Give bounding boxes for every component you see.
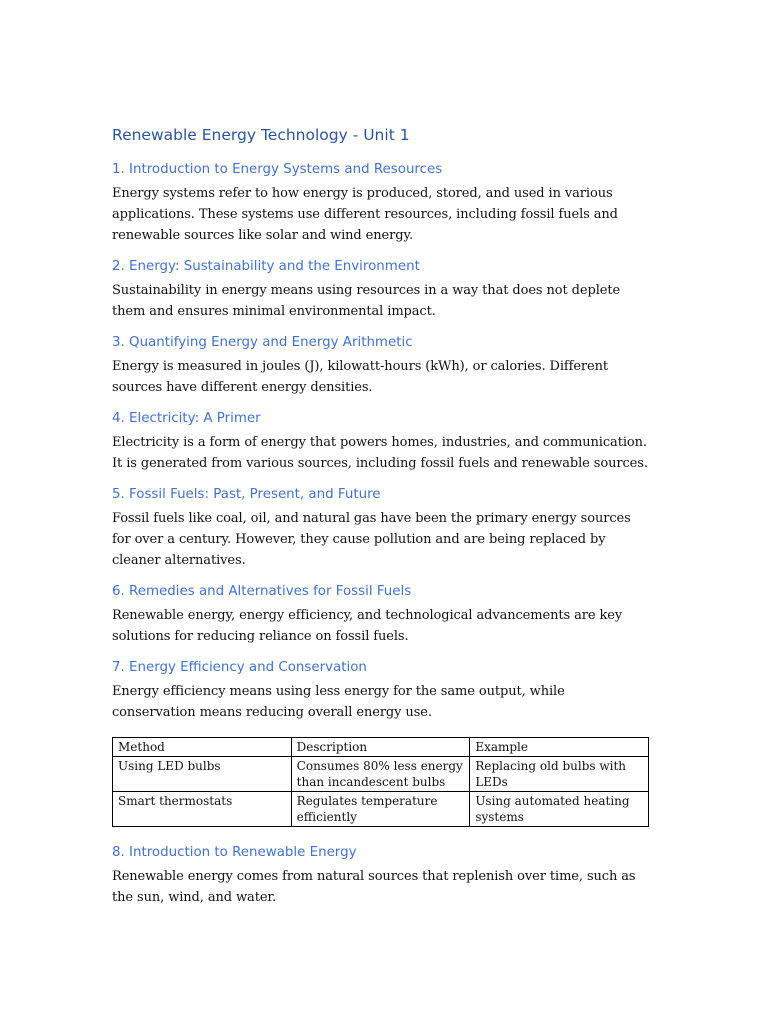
section-body: Sustainability in energy means using resources in a way that does not deplete them and ensures minimal environmental impact. — [112, 283, 621, 319]
table-cell: Consumes 80% less energy than incandescent bulbs — [291, 757, 470, 792]
section-3 — [112, 333, 652, 398]
section-7 — [112, 658, 652, 723]
section-body: Renewable energy comes from natural sources that replenish over time, such as the sun, wind, and water. — [112, 869, 636, 905]
section-body: Energy systems refer to how energy is produced, stored, and used in various applications. These systems use different resources, including fossil fuels and renewable sources like solar and wind energy. — [112, 186, 618, 243]
table-cell: Smart thermostats — [113, 792, 292, 827]
table-header-cell: Example — [470, 738, 649, 757]
section-1 — [112, 160, 652, 246]
table-header-cell: Method — [113, 738, 292, 757]
document-page — [112, 124, 652, 919]
section-heading: 1. Introduction to Energy Systems and Resources — [112, 162, 443, 177]
table-row — [113, 792, 649, 827]
energy-efficiency-table — [112, 737, 649, 827]
section-heading: 6. Remedies and Alternatives for Fossil Fuels — [112, 584, 412, 599]
section-heading: 7. Energy Efficiency and Conservation — [112, 660, 367, 675]
document-title: Renewable Energy Technology - Unit 1 — [112, 126, 410, 144]
section-body: Renewable energy, energy efficiency, and technological advancements are key solutions for reducing reliance on fossil fuels. — [112, 608, 623, 644]
section-body: Energy is measured in joules (J), kilowatt-hours (kWh), or calories. Different sources have different energy densities. — [112, 359, 609, 395]
section-heading: 4. Electricity: A Primer — [112, 411, 261, 426]
section-heading: 8. Introduction to Renewable Energy — [112, 845, 357, 860]
table-row — [113, 757, 649, 792]
section-6 — [112, 582, 652, 647]
table-cell: Using LED bulbs — [113, 757, 292, 792]
section-body: Fossil fuels like coal, oil, and natural gas have been the primary energy sources for over a century. However, they cause pollution and are being replaced by cleaner alternatives. — [112, 511, 631, 568]
section-heading: 3. Quantifying Energy and Energy Arithmetic — [112, 335, 413, 350]
section-4 — [112, 409, 652, 474]
table-cell: Replacing old bulbs with LEDs — [470, 757, 649, 792]
table-header-cell: Description — [291, 738, 470, 757]
section-5 — [112, 485, 652, 571]
section-body: Electricity is a form of energy that powers homes, industries, and communication. It is generated from various sources, including fossil fuels and renewable sources. — [112, 435, 648, 471]
section-body: Energy efficiency means using less energy for the same output, while conservation means reducing overall energy use. — [112, 684, 565, 720]
section-8 — [112, 843, 652, 908]
section-2 — [112, 257, 652, 322]
section-heading: 5. Fossil Fuels: Past, Present, and Future — [112, 487, 381, 502]
table-cell: Using automated heating systems — [470, 792, 649, 827]
section-heading: 2. Energy: Sustainability and the Environment — [112, 259, 420, 274]
table-cell: Regulates temperature efficiently — [291, 792, 470, 827]
table-header-row — [113, 738, 649, 757]
